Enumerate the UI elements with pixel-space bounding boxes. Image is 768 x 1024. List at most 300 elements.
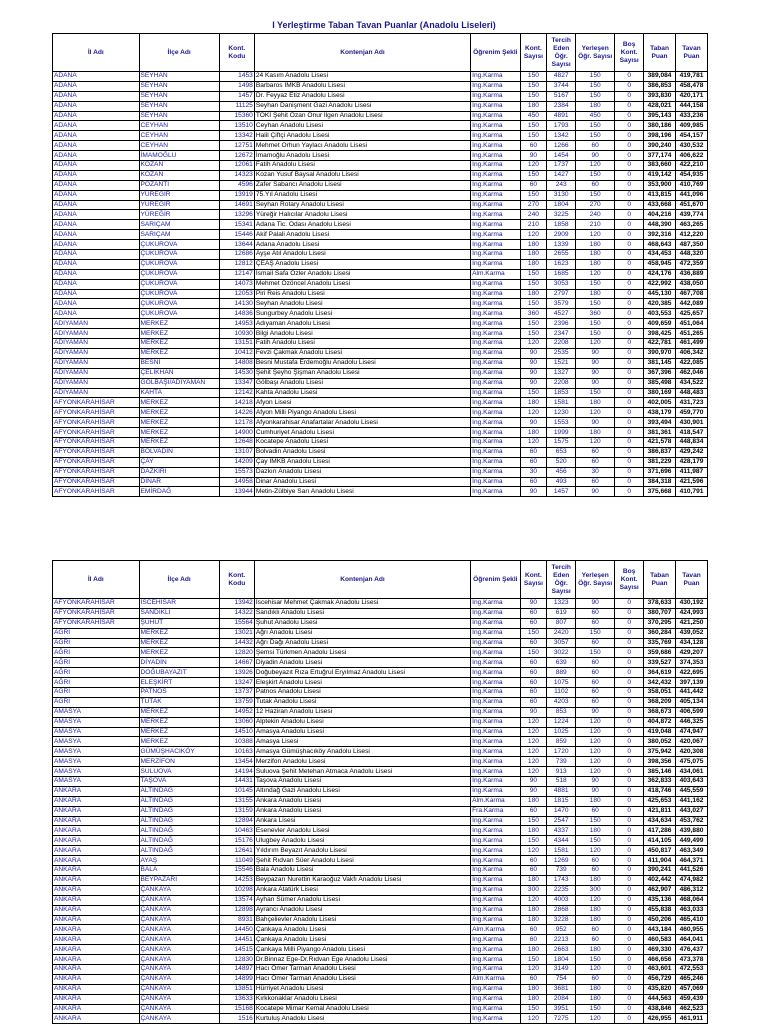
il-cell: ANKARA [53, 964, 140, 974]
ogrenim-sekli-cell: Ing.Karma [471, 131, 520, 141]
tercih-cell: 639 [547, 658, 576, 668]
kontenjan-adi-cell: Kurtuluş Anadolu Lisesi [254, 1014, 470, 1024]
tercih-cell: 4344 [547, 836, 576, 846]
il-cell: AĞRI [53, 678, 140, 688]
ilce-cell: YÜREĞİR [139, 210, 219, 220]
kontenjan-adi-cell: Şehit Rıdvan Süer Anadolu Lisesi [254, 856, 470, 866]
ilce-cell: ALTINDAĞ [139, 796, 219, 806]
bos-kont-cell: 0 [615, 658, 644, 668]
tavan-puan-cell: 422,695 [676, 668, 708, 678]
kont-kodu-cell: 13159 [219, 806, 254, 816]
kont-kodu-cell: 14209 [219, 457, 254, 467]
table-row [53, 786, 708, 796]
kontenjan-adi-cell: Barbaros IMKB Anadolu Lisesi [254, 81, 470, 91]
il-cell: ANKARA [53, 856, 140, 866]
kont-sayisi-cell: 120 [520, 767, 547, 777]
kont-kodu-cell: 13247 [219, 678, 254, 688]
kontenjan-adi-cell: Afyonkarahisar Anafartalar Anadolu Lisesi [254, 418, 470, 428]
kont-sayisi-cell: 120 [520, 737, 547, 747]
ogrenim-sekli-cell: Ing.Karma [471, 777, 520, 787]
bos-kont-cell: 0 [615, 131, 644, 141]
table-row [53, 151, 708, 161]
kontenjan-adi-cell: Ağrı Anadolu Lisesi [254, 628, 470, 638]
table-header-row [53, 561, 708, 599]
ogrenim-sekli-cell: Ing.Karma [471, 599, 520, 609]
yerlesen-cell: 60 [576, 457, 615, 467]
tercih-cell: 456 [547, 467, 576, 477]
tavan-puan-cell: 458,478 [676, 81, 708, 91]
bos-kont-cell: 0 [615, 141, 644, 151]
ogrenim-sekli-cell: Ing.Karma [471, 487, 520, 497]
tavan-puan-cell: 421,250 [676, 618, 708, 628]
bos-kont-cell: 0 [615, 796, 644, 806]
bos-kont-cell: 0 [615, 111, 644, 121]
taban-puan-cell: 370,295 [644, 618, 676, 628]
kont-kodu-cell: 14667 [219, 658, 254, 668]
ogrenim-sekli-cell: Ing.Karma [471, 638, 520, 648]
kont-kodu-cell: 13919 [219, 190, 254, 200]
kontenjan-adi-cell: Ayhan Sümer Anadolu Lisesi [254, 895, 470, 905]
il-cell: ANKARA [53, 955, 140, 965]
kontenjan-adi-cell: Afyon Milli Piyango Anadolu Lisesi [254, 408, 470, 418]
ilce-cell: İMAMOĞLU [139, 151, 219, 161]
kont-sayisi-cell: 150 [520, 1004, 547, 1014]
tavan-puan-cell: 451,670 [676, 200, 708, 210]
table-row [53, 368, 708, 378]
kont-sayisi-cell: 270 [520, 200, 547, 210]
il-cell: AFYONKARAHİSAR [53, 398, 140, 408]
taban-puan-cell: 422,781 [644, 339, 676, 349]
yerlesen-cell: 60 [576, 638, 615, 648]
ogrenim-sekli-cell: Ing.Karma [471, 408, 520, 418]
table-row [53, 935, 708, 945]
table-row [53, 1014, 708, 1024]
il-cell: ADIYAMAN [53, 339, 140, 349]
tercih-cell: 1553 [547, 418, 576, 428]
kont-kodu-cell: 12641 [219, 846, 254, 856]
tercih-cell: 1075 [547, 678, 576, 688]
kont-kodu-cell: 14194 [219, 767, 254, 777]
kont-kodu-cell: 13296 [219, 210, 254, 220]
kontenjan-adi-cell: Fatih Anadolu Lisesi [254, 161, 470, 171]
bos-kont-cell: 0 [615, 727, 644, 737]
kont-sayisi-cell: 180 [520, 259, 547, 269]
kont-kodu-cell: 12053 [219, 289, 254, 299]
kontenjan-adi-cell: Seyhan Rotary Anadolu Lisesi [254, 200, 470, 210]
tavan-puan-cell: 473,378 [676, 955, 708, 965]
tavan-puan-cell: 421,596 [676, 477, 708, 487]
ilce-cell: MERKEZ [139, 339, 219, 349]
yerlesen-cell: 180 [576, 994, 615, 1004]
kont-sayisi-cell: 180 [520, 796, 547, 806]
bos-kont-cell: 0 [615, 151, 644, 161]
kontenjan-adi-cell: Gölbaşı Anadolu Lisesi [254, 378, 470, 388]
il-cell: ADANA [53, 131, 140, 141]
tavan-puan-cell: 443,027 [676, 806, 708, 816]
kontenjan-adi-cell: Taşova Anadolu Lisesi [254, 777, 470, 787]
kontenjan-adi-cell: Kırkkonaklar Anadolu Lisesi [254, 994, 470, 1004]
column-header: İl Adı [53, 561, 140, 599]
kont-sayisi-cell: 90 [520, 418, 547, 428]
ilce-cell: MERZİFON [139, 757, 219, 767]
taban-puan-cell: 375,668 [644, 487, 676, 497]
tercih-cell: 2347 [547, 329, 576, 339]
tercih-cell: 2420 [547, 628, 576, 638]
table-header-row [53, 34, 708, 72]
taban-puan-cell: 381,361 [644, 428, 676, 438]
il-cell: AĞRI [53, 628, 140, 638]
bos-kont-cell: 0 [615, 319, 644, 329]
taban-puan-cell: 381,145 [644, 358, 676, 368]
kontenjan-adi-cell: Adana Tic. Odası Anadolu Lisesi [254, 220, 470, 230]
ilce-cell: BOLVADİN [139, 447, 219, 457]
kont-kodu-cell: 14899 [219, 974, 254, 984]
bos-kont-cell: 0 [615, 279, 644, 289]
ogrenim-sekli-cell: Ing.Karma [471, 737, 520, 747]
taban-puan-cell: 425,653 [644, 796, 676, 806]
tercih-cell: 1804 [547, 955, 576, 965]
il-cell: ADANA [53, 299, 140, 309]
kont-sayisi-cell: 150 [520, 190, 547, 200]
ilce-cell: ÇANKAYA [139, 925, 219, 935]
il-cell: AĞRI [53, 688, 140, 698]
il-cell: ANKARA [53, 786, 140, 796]
kont-sayisi-cell: 60 [520, 678, 547, 688]
tercih-cell: 952 [547, 925, 576, 935]
bos-kont-cell: 0 [615, 437, 644, 447]
ogrenim-sekli-cell: Ing.Karma [471, 339, 520, 349]
kont-kodu-cell: 8931 [219, 915, 254, 925]
bos-kont-cell: 0 [615, 875, 644, 885]
column-header: Kont. Kodu [219, 561, 254, 599]
tercih-cell: 889 [547, 668, 576, 678]
ogrenim-sekli-cell: Fra.Karma [471, 806, 520, 816]
tercih-cell: 1102 [547, 688, 576, 698]
kontenjan-adi-cell: Cumhuriyet Anadolu Lisesi [254, 428, 470, 438]
yerlesen-cell: 60 [576, 678, 615, 688]
ogrenim-sekli-cell: Ing.Karma [471, 477, 520, 487]
kontenjan-adi-cell: Besni Mustafa Erdemoğlu Anadolu Lisesi [254, 358, 470, 368]
taban-puan-cell: 462,907 [644, 885, 676, 895]
bos-kont-cell: 0 [615, 220, 644, 230]
kontenjan-adi-cell: Dazkırı Anadolu Lisesi [254, 467, 470, 477]
table-row [53, 388, 708, 398]
tercih-cell: 739 [547, 757, 576, 767]
tavan-puan-cell: 374,353 [676, 658, 708, 668]
il-cell: ADANA [53, 309, 140, 319]
kont-kodu-cell: 15446 [219, 230, 254, 240]
bos-kont-cell: 0 [615, 786, 644, 796]
ilce-cell: MERKEZ [139, 408, 219, 418]
taban-puan-cell: 434,453 [644, 250, 676, 260]
il-cell: ANKARA [53, 866, 140, 876]
tavan-puan-cell: 459,439 [676, 994, 708, 1004]
kontenjan-adi-cell: Amasya Anadolu Lisesi [254, 727, 470, 737]
ogrenim-sekli-cell: Ing.Karma [471, 141, 520, 151]
kontenjan-adi-cell: Ulugbey Anadolu Lisesi [254, 836, 470, 846]
kontenjan-adi-cell: TOKİ Şehit Ozan Onur İlgen Anadolu Lisesi [254, 111, 470, 121]
il-cell: ANKARA [53, 846, 140, 856]
ogrenim-sekli-cell: Alm.Karma [471, 974, 520, 984]
taban-puan-cell: 385,146 [644, 767, 676, 777]
kont-kodu-cell: 14897 [219, 964, 254, 974]
kont-sayisi-cell: 120 [520, 964, 547, 974]
tavan-puan-cell: 451,064 [676, 319, 708, 329]
taban-puan-cell: 377,174 [644, 151, 676, 161]
kont-kodu-cell: 14451 [219, 935, 254, 945]
table-row [53, 200, 708, 210]
il-cell: AMASYA [53, 717, 140, 727]
kontenjan-adi-cell: Yıldırım Beyazıt Anadolu Lisesi [254, 846, 470, 856]
kontenjan-adi-cell: Ayrancı Anadolu Lisesi [254, 905, 470, 915]
kontenjan-adi-cell: Sandıklı Anadolu Lisesi [254, 608, 470, 618]
bos-kont-cell: 0 [615, 628, 644, 638]
tercih-cell: 4527 [547, 309, 576, 319]
table-row [53, 697, 708, 707]
tavan-puan-cell: 457,069 [676, 984, 708, 994]
tercih-cell: 2396 [547, 319, 576, 329]
table-row [53, 289, 708, 299]
il-cell: ADANA [53, 72, 140, 82]
table-row [53, 895, 708, 905]
ilce-cell: SANDIKLI [139, 608, 219, 618]
kontenjan-adi-cell: Ankara Atatürk Lisesi [254, 885, 470, 895]
tercih-cell: 5167 [547, 91, 576, 101]
ilce-cell: ÇUKUROVA [139, 289, 219, 299]
kont-kodu-cell: 14253 [219, 875, 254, 885]
yerlesen-cell: 90 [576, 358, 615, 368]
bos-kont-cell: 0 [615, 358, 644, 368]
kont-kodu-cell: 13342 [219, 131, 254, 141]
table-row [53, 358, 708, 368]
table-row [53, 408, 708, 418]
column-header: Tercih Eden Öğr. Sayısı [547, 34, 576, 72]
yerlesen-cell: 60 [576, 608, 615, 618]
taban-puan-cell: 404,872 [644, 717, 676, 727]
kontenjan-adi-cell: Amasya Lisesi [254, 737, 470, 747]
ogrenim-sekli-cell: Ing.Karma [471, 717, 520, 727]
ilce-cell: ÇANKAYA [139, 1004, 219, 1014]
kont-kodu-cell: 12686 [219, 250, 254, 260]
il-cell: AFYONKARAHİSAR [53, 437, 140, 447]
kont-sayisi-cell: 180 [520, 905, 547, 915]
tavan-puan-cell: 465,246 [676, 974, 708, 984]
taban-puan-cell: 419,048 [644, 727, 676, 737]
yerlesen-cell: 30 [576, 467, 615, 477]
il-cell: ANKARA [53, 984, 140, 994]
yerlesen-cell: 150 [576, 329, 615, 339]
kont-kodu-cell: 12830 [219, 955, 254, 965]
tavan-puan-cell: 410,791 [676, 487, 708, 497]
ilce-cell: ALTINDAĞ [139, 846, 219, 856]
il-cell: ADANA [53, 141, 140, 151]
il-cell: ADANA [53, 200, 140, 210]
kont-kodu-cell: 13510 [219, 121, 254, 131]
tercih-cell: 1327 [547, 368, 576, 378]
table-row [53, 826, 708, 836]
taban-puan-cell: 358,051 [644, 688, 676, 698]
tercih-cell: 2208 [547, 378, 576, 388]
taban-puan-cell: 385,498 [644, 378, 676, 388]
kontenjan-adi-cell: Seyhan Anadolu Lisesi [254, 299, 470, 309]
kont-sayisi-cell: 150 [520, 81, 547, 91]
kont-sayisi-cell: 180 [520, 915, 547, 925]
kont-sayisi-cell: 180 [520, 101, 547, 111]
taban-puan-cell: 460,583 [644, 935, 676, 945]
bos-kont-cell: 0 [615, 398, 644, 408]
kont-sayisi-cell: 90 [520, 378, 547, 388]
kont-kodu-cell: 14130 [219, 299, 254, 309]
yerlesen-cell: 180 [576, 101, 615, 111]
il-cell: ANKARA [53, 895, 140, 905]
ogrenim-sekli-cell: Ing.Karma [471, 457, 520, 467]
yerlesen-cell: 180 [576, 905, 615, 915]
table-row [53, 618, 708, 628]
il-cell: ADIYAMAN [53, 388, 140, 398]
tavan-puan-cell: 420,171 [676, 91, 708, 101]
ogrenim-sekli-cell: Ing.Karma [471, 994, 520, 1004]
tercih-cell: 3951 [547, 1004, 576, 1014]
tercih-cell: 2655 [547, 250, 576, 260]
kont-sayisi-cell: 180 [520, 289, 547, 299]
kont-sayisi-cell: 120 [520, 437, 547, 447]
tercih-cell: 913 [547, 767, 576, 777]
tercih-cell: 1470 [547, 806, 576, 816]
ogrenim-sekli-cell: Ing.Karma [471, 895, 520, 905]
il-cell: ADANA [53, 161, 140, 171]
ogrenim-sekli-cell: Ing.Karma [471, 915, 520, 925]
yerlesen-cell: 60 [576, 856, 615, 866]
il-cell: AĞRI [53, 648, 140, 658]
ilce-cell: DİYADİN [139, 658, 219, 668]
kontenjan-adi-cell: Suluova Şehit Metehan Atmaca Anadolu Lisesi [254, 767, 470, 777]
table-row [53, 905, 708, 915]
taban-puan-cell: 395,143 [644, 111, 676, 121]
taban-puan-cell: 417,286 [644, 826, 676, 836]
kont-sayisi-cell: 150 [520, 816, 547, 826]
il-cell: ADANA [53, 210, 140, 220]
tercih-cell: 1224 [547, 717, 576, 727]
ilce-cell: ÇUKUROVA [139, 240, 219, 250]
taban-puan-cell: 390,241 [644, 866, 676, 876]
table-row [53, 428, 708, 438]
table-row [53, 846, 708, 856]
table-row [53, 707, 708, 717]
kont-sayisi-cell: 150 [520, 299, 547, 309]
kont-kodu-cell: 13926 [219, 668, 254, 678]
kont-sayisi-cell: 60 [520, 856, 547, 866]
column-header: Boş Kont. Sayısı [615, 561, 644, 599]
bos-kont-cell: 0 [615, 447, 644, 457]
kont-kodu-cell: 10298 [219, 885, 254, 895]
table-row [53, 717, 708, 727]
tercih-cell: 1454 [547, 151, 576, 161]
table-row [53, 180, 708, 190]
taban-puan-cell: 353,900 [644, 180, 676, 190]
table-row [53, 418, 708, 428]
ilce-cell: CEYHAN [139, 141, 219, 151]
kont-sayisi-cell: 90 [520, 151, 547, 161]
ilce-cell: YÜREĞİR [139, 200, 219, 210]
kont-sayisi-cell: 150 [520, 388, 547, 398]
il-cell: ADANA [53, 121, 140, 131]
kont-sayisi-cell: 60 [520, 925, 547, 935]
ogrenim-sekli-cell: Alm.Karma [471, 796, 520, 806]
ogrenim-sekli-cell: Ing.Karma [471, 319, 520, 329]
taban-puan-cell: 413,815 [644, 190, 676, 200]
column-header: Kont. Sayısı [520, 34, 547, 72]
kont-kodu-cell: 13944 [219, 487, 254, 497]
column-header: Kontenjan Adı [254, 34, 470, 72]
kont-kodu-cell: 13060 [219, 717, 254, 727]
tavan-puan-cell: 422,085 [676, 358, 708, 368]
table-row [53, 141, 708, 151]
kontenjan-adi-cell: Şemsi Türkmen Anadolu Lisesi [254, 648, 470, 658]
tavan-puan-cell: 433,236 [676, 111, 708, 121]
tercih-cell: 807 [547, 618, 576, 628]
tavan-puan-cell: 464,371 [676, 856, 708, 866]
tercih-cell: 243 [547, 180, 576, 190]
kont-sayisi-cell: 60 [520, 477, 547, 487]
table-row [53, 816, 708, 826]
tavan-puan-cell: 411,987 [676, 467, 708, 477]
ilce-cell: MERKEZ [139, 348, 219, 358]
taban-puan-cell: 342,432 [644, 678, 676, 688]
kont-kodu-cell: 15573 [219, 467, 254, 477]
ogrenim-sekli-cell: Ing.Karma [471, 170, 520, 180]
kont-sayisi-cell: 210 [520, 220, 547, 230]
page-title: I Yerleştirme Taban Tavan Puanlar (Anadolu Liseleri) [272, 20, 496, 30]
column-header: Tercih Eden Öğr. Sayısı [547, 561, 576, 599]
taban-puan-cell: 434,634 [644, 816, 676, 826]
kont-kodu-cell: 12178 [219, 418, 254, 428]
tercih-cell: 653 [547, 447, 576, 457]
ogrenim-sekli-cell: Ing.Karma [471, 816, 520, 826]
tercih-cell: 4881 [547, 786, 576, 796]
bos-kont-cell: 0 [615, 638, 644, 648]
bos-kont-cell: 0 [615, 190, 644, 200]
il-cell: ANKARA [53, 935, 140, 945]
kontenjan-adi-cell: 12 Haziran Anadolu Lisesi [254, 707, 470, 717]
kont-sayisi-cell: 180 [520, 428, 547, 438]
table-row [53, 250, 708, 260]
kont-sayisi-cell: 450 [520, 111, 547, 121]
tavan-puan-cell: 461,911 [676, 1014, 708, 1024]
tavan-puan-cell: 436,889 [676, 269, 708, 279]
tercih-cell: 1815 [547, 796, 576, 806]
kont-kodu-cell: 12751 [219, 141, 254, 151]
tavan-puan-cell: 460,955 [676, 925, 708, 935]
bos-kont-cell: 0 [615, 895, 644, 905]
bos-kont-cell: 0 [615, 289, 644, 299]
table-row [53, 72, 708, 82]
kont-sayisi-cell: 150 [520, 269, 547, 279]
taban-puan-cell: 367,396 [644, 368, 676, 378]
il-cell: ADIYAMAN [53, 368, 140, 378]
ilce-cell: SEYHAN [139, 81, 219, 91]
yerlesen-cell: 180 [576, 945, 615, 955]
tavan-puan-cell: 420,308 [676, 747, 708, 757]
ogrenim-sekli-cell: Ing.Karma [471, 826, 520, 836]
kont-sayisi-cell: 360 [520, 309, 547, 319]
ilce-cell: AYAŞ [139, 856, 219, 866]
bos-kont-cell: 0 [615, 1014, 644, 1024]
tavan-puan-cell: 472,553 [676, 964, 708, 974]
ilce-cell: DOĞUBAYAZIT [139, 668, 219, 678]
taban-puan-cell: 433,668 [644, 200, 676, 210]
il-cell: AMASYA [53, 767, 140, 777]
yerlesen-cell: 60 [576, 925, 615, 935]
